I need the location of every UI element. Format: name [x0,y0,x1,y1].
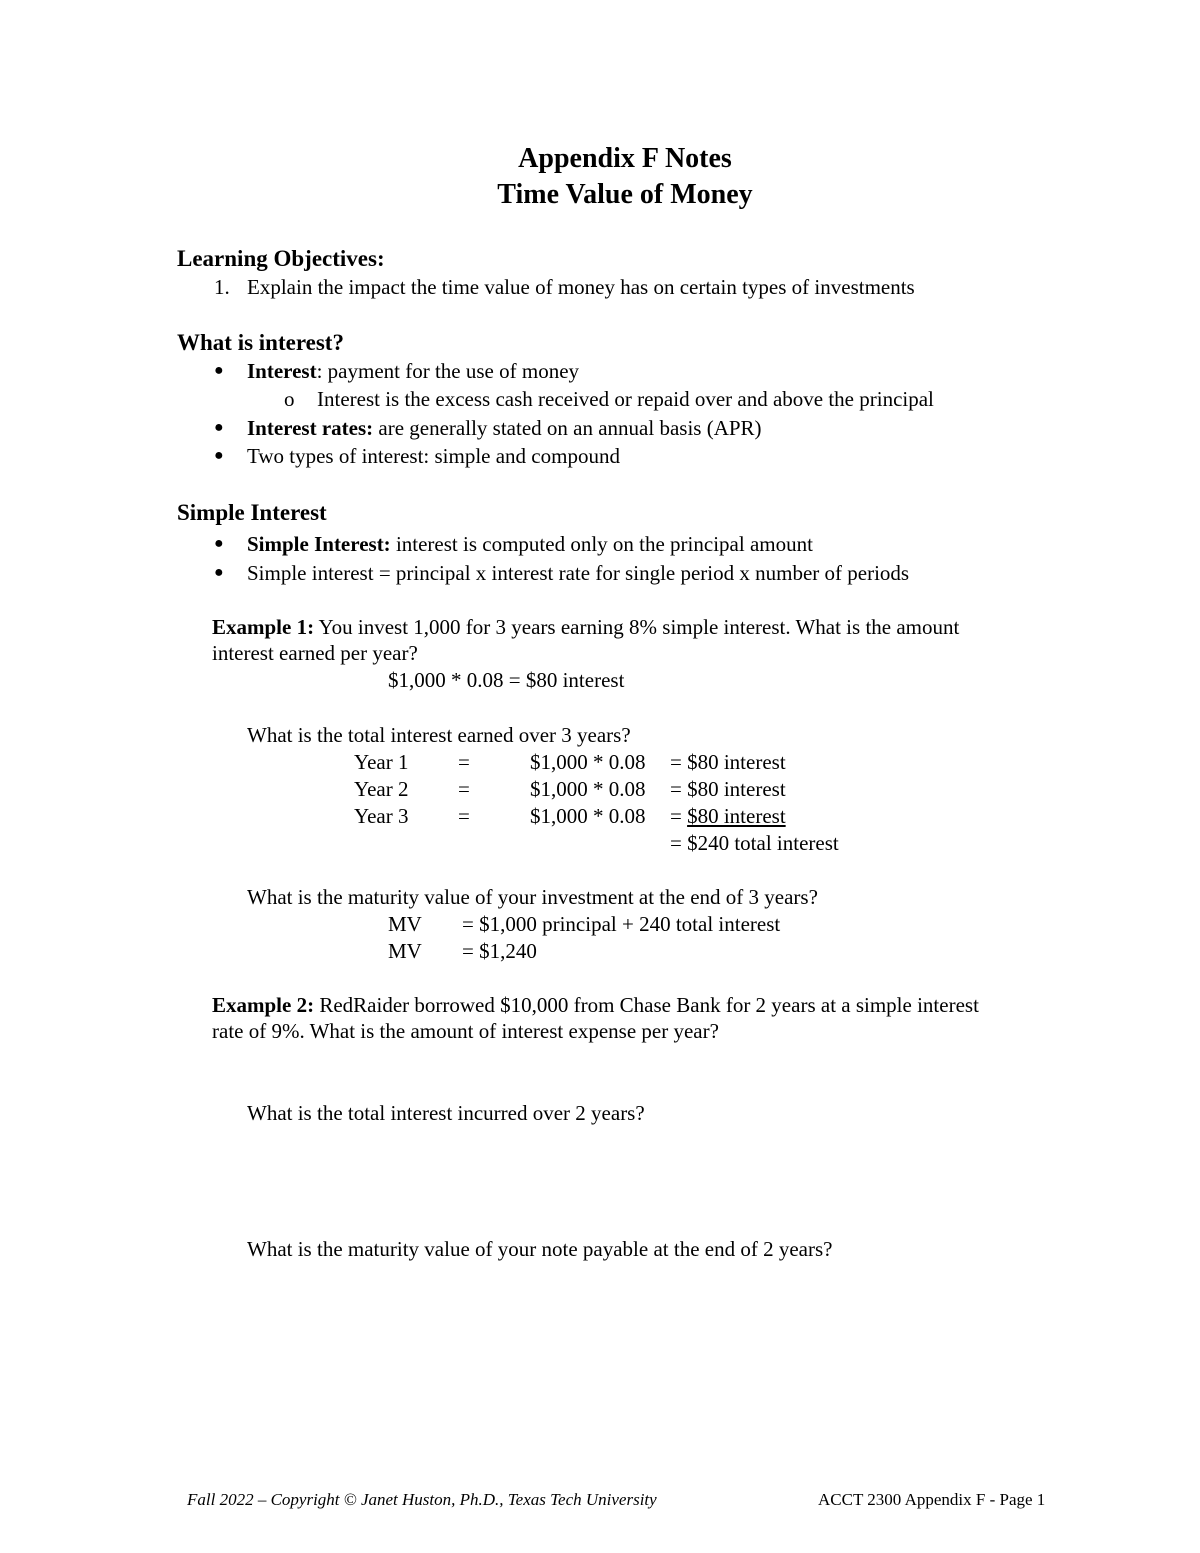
interest-rates-term: Interest rates: [247,416,374,440]
footer-page-number: ACCT 2300 Appendix F - Page 1 [818,1490,1046,1509]
interest-bullet-2 [247,416,762,441]
year-3-equals: = [458,804,470,828]
bullet-icon: ● [214,564,224,581]
interest-definition: : payment for the use of money [316,359,580,383]
mv-2-value: = $1,240 [462,939,537,963]
bullet-icon: ● [214,362,224,379]
example-1-question-line-2: interest earned per year? [212,641,418,665]
interest-bullet-1 [247,359,579,384]
simple-interest-heading: Simple Interest [177,500,327,525]
interest-term: Interest [247,359,317,383]
year-3-calc: $1,000 * 0.08 [530,804,646,828]
sub-bullet-marker: o [284,387,295,411]
objective-text: Explain the impact the time value of money has on certain types of investments [247,275,915,299]
year-2-calc: $1,000 * 0.08 [530,777,646,801]
year-1-equals: = [458,750,470,774]
simple-bullet-2: Simple interest = principal x interest rate for single period x number of periods [247,561,910,585]
mv-1-label: MV [388,912,422,936]
year-2-label: Year 2 [354,777,409,801]
year-3-result: = $80 interest [670,804,786,828]
example-2-question-line-2: rate of 9%. What is the amount of interest expense per year? [212,1019,719,1043]
objectives-heading: Learning Objectives: [177,246,385,271]
year-2-result: = $80 interest [670,777,786,801]
interest-sub-bullet: Interest is the excess cash received or repaid over and above the principal [317,387,934,411]
year-3-label: Year 3 [354,804,409,828]
example-2-label: Example 2: [212,993,315,1017]
example-2-question-line-1: Example 2: RedRaider borrowed $10,000 from Chase Bank for 2 years at a simple interest [212,993,979,1017]
total-interest: = $240 total interest [670,831,839,855]
example-1-label: Example 1: [212,615,315,639]
year-1-result: = $80 interest [670,750,786,774]
example-1-question-2: What is the total interest earned over 3 years? [247,723,631,747]
year-2-equals: = [458,777,470,801]
objective-number: 1. [214,275,230,299]
year-1-label: Year 1 [354,750,409,774]
example-1-question-line-1: Example 1: You invest 1,000 for 3 years earning 8% simple interest. What is the amount [212,615,960,639]
example-2-question-2: What is the total interest incurred over 2 years? [247,1101,645,1125]
year-3-result-underlined: $80 interest [687,804,786,828]
interest-bullet-3: Two types of interest: simple and compound [247,444,620,468]
simple-bullet-1 [247,532,813,557]
example-1-question-3: What is the maturity value of your investment at the end of 3 years? [247,885,818,909]
simple-interest-term: Simple Interest: [247,532,391,556]
interest-heading: What is interest? [177,330,344,355]
example-1-answer: $1,000 * 0.08 = $80 interest [388,668,625,692]
interest-rates-definition: are generally stated on an annual basis (APR) [373,416,762,440]
simple-interest-definition: interest is computed only on the principal amount [390,532,813,556]
mv-2-label: MV [388,939,422,963]
footer-copyright: Fall 2022 – Copyright © Janet Huston, Ph.D., Texas Tech University [187,1490,657,1509]
page-title: Appendix F Notes [518,143,732,174]
bullet-icon: ● [214,419,224,436]
year-1-calc: $1,000 * 0.08 [530,750,646,774]
page-subtitle: Time Value of Money [497,179,753,210]
bullet-icon: ● [214,447,224,464]
example-2-question-3: What is the maturity value of your note payable at the end of 2 years? [247,1237,833,1261]
mv-1-value: = $1,000 principal + 240 total interest [462,912,781,936]
bullet-icon: ● [214,535,224,552]
